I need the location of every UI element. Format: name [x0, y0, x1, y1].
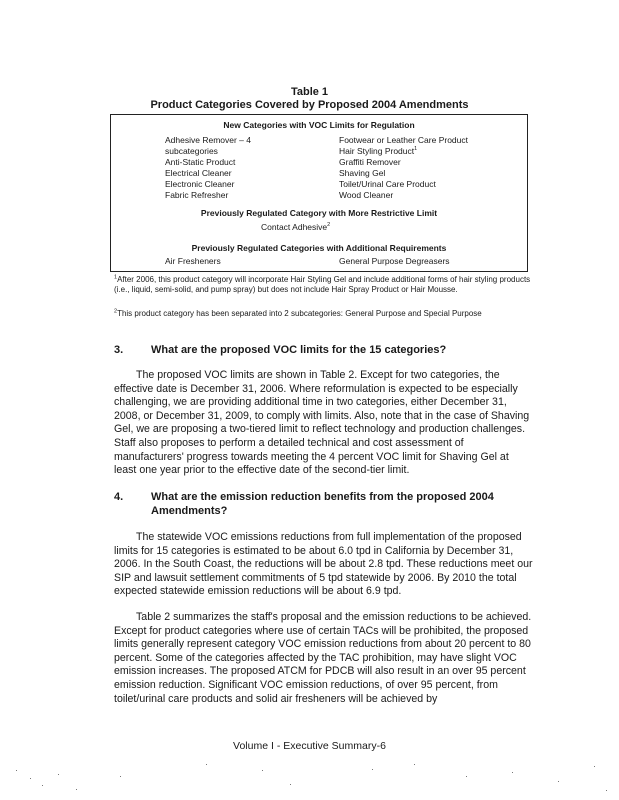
additional-left: Air Fresheners — [165, 256, 221, 266]
new-category-left-1: Adhesive Remover – 4 — [165, 135, 251, 145]
question-3-number: 3. — [114, 344, 124, 356]
footnote-ref-2: 2 — [327, 222, 331, 229]
footnote-ref-1: 1 — [414, 146, 418, 153]
restrictive-header: Previously Regulated Category with More Restrictive Limit — [200, 208, 438, 218]
new-category-right-6: Wood Cleaner — [339, 190, 394, 200]
restrictive-item — [261, 222, 330, 233]
footnote-2-mark: 2 — [114, 308, 118, 315]
footnote-2-text: This product category has been separated into 2 subcategories: General Purpose and Special Purpose — [117, 309, 482, 318]
footnote-1-text: After 2006, this product category will incorporate Hair Styling Gel and include additional forms of hair styling products (i.e., liquid, semi-solid, and pump spray) but does not include Hair Spray Product or Hair Mousse. — [114, 275, 531, 294]
new-category-left-5: Electronic Cleaner — [165, 179, 235, 189]
footnote-1-mark: 1 — [114, 274, 118, 281]
additional-right: General Purpose Degreasers — [339, 256, 450, 266]
footnote-1 — [114, 275, 534, 295]
new-category-left-2: subcategories — [165, 146, 218, 156]
page-footer: Volume I - Executive Summary-6 — [233, 740, 386, 752]
categories-table — [110, 114, 528, 272]
table-title: Product Categories Covered by Proposed 2004 Amendments — [150, 99, 469, 111]
question-4-number: 4. — [114, 491, 124, 503]
new-category-left-4: Electrical Cleaner — [165, 168, 232, 178]
new-category-left-6: Fabric Refresher — [165, 190, 229, 200]
new-category-left-3: Anti-Static Product — [165, 157, 236, 167]
new-category-right-4: Shaving Gel — [339, 168, 386, 178]
question-4-paragraph-2: Table 2 summarizes the staff's proposal and the emission reductions to be achieved. Except for product categories where use of certain TACs will be prohibited, the proposed limits generally represent category VOC emission reductions from about 20 percent to 80 percent. Some of the categories affected by the TAC prohibition, may have slight VOC emission increases. The proposed ATCM for PDCB will also result in an over 95 percent emission reduction. Significant VOC emission reductions, of over 95 percent, from toilet/urinal care products and solid air fresheners will be achieved by — [114, 611, 532, 705]
new-category-right-1: Footwear or Leather Care Product — [339, 135, 468, 145]
contact-adhesive-label: Contact Adhesive — [261, 222, 328, 232]
new-category-right-5: Toilet/Urinal Care Product — [339, 179, 436, 189]
new-category-right-3: Graffiti Remover — [339, 157, 401, 167]
additional-header: Previously Regulated Categories with Additional Requirements — [191, 243, 447, 253]
new-category-right-2 — [339, 146, 417, 157]
new-categories-header: New Categories with VOC Limits for Regulation — [223, 120, 415, 130]
footnote-2 — [114, 309, 534, 319]
hair-styling-label: Hair Styling Product — [339, 146, 415, 156]
table-label: Table 1 — [290, 86, 329, 98]
question-4-heading: What are the emission reduction benefits from the proposed 2004 Amendments? — [151, 491, 494, 517]
question-4-paragraph-1: The statewide VOC emissions reductions from full implementation of the proposed limits for 15 categories is estimated to be about 6.0 tpd in California by December 31, 2006. In the South Coast, the reductions will be about 2.8 tpd. These reductions meet our SIP and lawsuit settlement commitments of 5 tpd statewide by 2006. By 2010 the total expected statewide emission reductions will be about 6.9 tpd. — [114, 531, 533, 598]
question-3-paragraph: The proposed VOC limits are shown in Table 2. Except for two categories, the effective date is December 31, 2006. Where reformulation is expected to be especially challenging, we are providing additional time in two categories, either December 31, 2008, or December 31, 2009, to comply with limits. Also, note that in the case of Shaving Gel, we are proposing a two-tiered limit to reflect technology and production challenges. Staff also proposes to perform a detailed technical and cost assessment of manufacturers' progress towards meeting the 4 percent VOC limit for Shaving Gel at least one year prior to the effective date of the second-tier limit. — [114, 369, 530, 477]
question-3-heading: What are the proposed VOC limits for the 15 categories? — [151, 344, 447, 356]
